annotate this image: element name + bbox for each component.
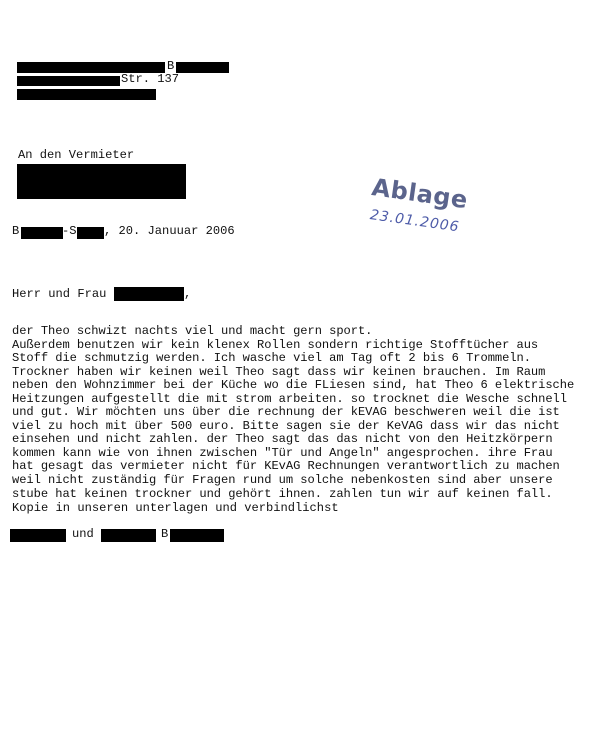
dateline-prefix: B <box>12 224 20 238</box>
redacted-signature-surname <box>170 529 224 542</box>
filing-stamp <box>355 172 485 268</box>
redacted-sender-street <box>17 76 120 86</box>
recipient-label: An den Vermieter <box>18 148 135 162</box>
redacted-sender-city <box>17 89 156 100</box>
salutation-prefix: Herr und Frau <box>12 287 107 301</box>
salutation-suffix: , <box>184 287 192 301</box>
dateline-mid: -S <box>62 224 77 238</box>
stamp-date: 23.01.2006 <box>368 207 461 236</box>
redacted-place-part2 <box>77 227 104 239</box>
redacted-sender-surname <box>176 62 229 73</box>
signature-und: und <box>72 527 94 541</box>
sender-street-end: Str. 137 <box>121 72 180 86</box>
letter-body: der Theo schwizt nachts viel und macht gern sport. Außerdem benutzen wir kein klenex Rollen sondern richtige Stofftücher aus Stoff die schmutzig werden. Ich wasche viel am Tag oft 2 bis 6 Trommeln. Trockner haben wir keinen weil Theo sagt dass wir keinen brauchen. Im Raum neben den Wohnzimmer bei der Küche wo die FLiesen sind, hat Theo 6 elektrische Heitzungen aufgestellt die mit strom arbeiten. so trocknet die Wesche schnell und gut. Wir möchten uns über die rechnung der kEVAG beschweren weil die ist viel zu hoch mit über 500 euro. Bitte sagen sie der KeVAG dass wir das nicht einsehen und nicht zahlen. der Theo sagt das das nicht von den Heitzkörpern kommen kann wie von ihnen zwischen "Tür und Angeln" angesprochen. ihre Frau hat gesagt das vermieter nicht für KEvAG Rechnungen verantwortlich zu machen weil nicht zuständig für Fragen rund um solche nebenkosten sind aber unsere stube hat keinen trockner und gehört ihnen. zahlen tun wir auf keinen fall. <box>12 324 575 501</box>
dateline-date: , 20. Januuar 2006 <box>104 224 235 238</box>
sender-line1-end: B <box>167 59 175 73</box>
redacted-recipient-address <box>17 164 186 199</box>
redacted-signature-name1 <box>10 529 66 542</box>
signature-b: B <box>161 527 169 541</box>
redacted-place-part1 <box>21 227 63 239</box>
redacted-addressee-name <box>114 287 184 301</box>
redacted-signature-name2 <box>101 529 156 542</box>
stamp-title: Ablage <box>370 173 470 215</box>
letter-closing: Kopie in unseren unterlagen und verbindlichst <box>12 501 339 515</box>
